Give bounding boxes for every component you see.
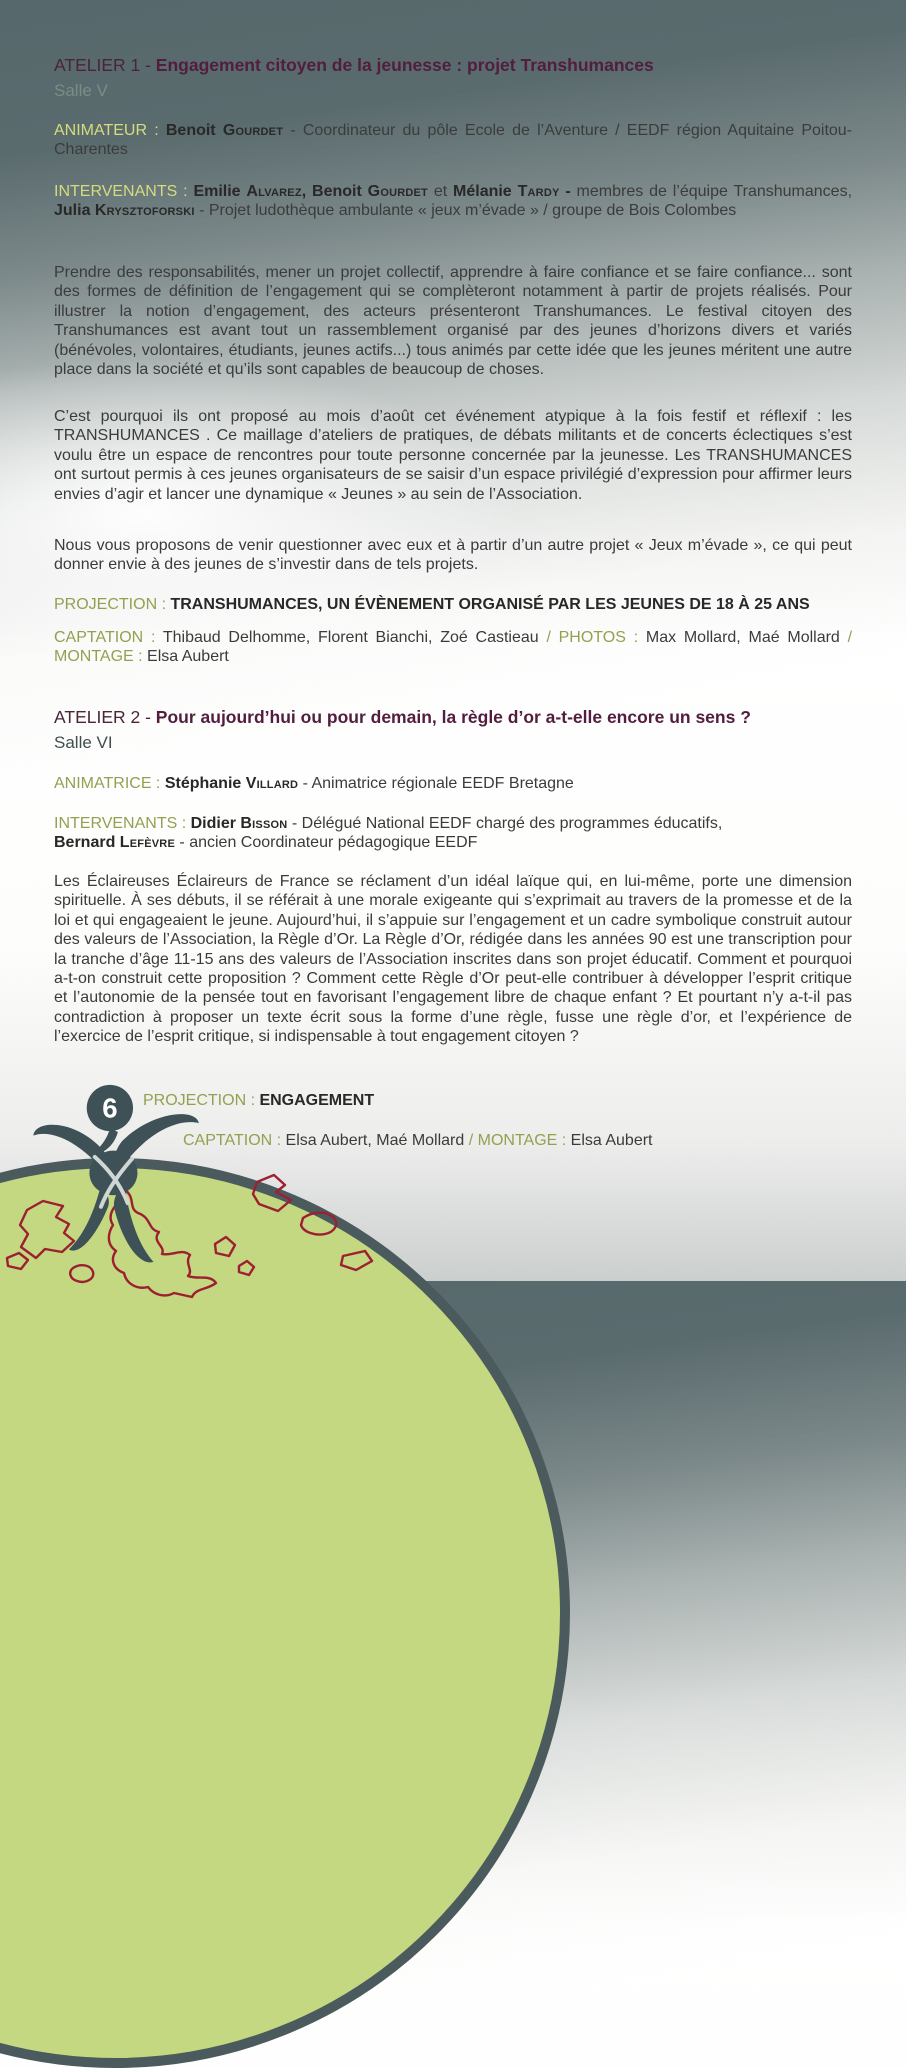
text-segment: / MONTAGE : [468,1132,571,1149]
text-segment: CAPTATION : [54,629,163,646]
atelier2-projection-line [143,1091,803,1110]
text-segment: Elsa Aubert [147,648,229,666]
text-segment: Villard [245,775,299,792]
text-segment: Stéphanie [164,775,246,792]
text-segment: Krysztoforski [94,202,195,220]
atelier1-room-label: Salle V [54,81,108,100]
text-segment: Bernard [54,834,120,852]
text-segment: / PHOTOS : [546,629,646,646]
globe-circle [0,1163,565,2063]
atelier1-paragraph-2: C’est pourquoi ils ont proposé au mois d’août cet événement atypique à la fois festif et réflexif : les TRANSHUMANCES . Ce maillage d’ateliers de pratiques, de débats militants et de concerts éclectiques s’est voulu être un espace de rencontres pour toute personne concernée par la jeunesse. Les TRANSHUMANCES ont surtout permis à ces jeunes organisateurs de se saisir d’un espace privilégié d’expression pour affirmer leurs envies d’agir et lancer une dynamique « Jeunes » au sein de l’Association. [54,408,852,503]
text-segment: Gourdet [367,183,428,200]
atelier1-paragraph-1: Prendre des responsabilités, mener un projet collectif, apprendre à faire confiance et se faire confiance... sont des formes de définition de l’engagement qui se complèteront notamment à partir de projets réalisés. Pour illustrer la notion d’engagement, des acteurs présenteront Transhumances. Le festival citoyen des Transhumances est avant tout un rassemblement organisé par des jeunes d’horizons divers et variés (bénévoles, volontaires, étudiants, jeunes actifs...) tous animés par cette idée que les jeunes méritent une autre place dans la société et qu’ils sont capables de beaucoup de choses. [54,264,852,379]
atelier1-heading [54,53,852,77]
text-segment: Elsa Aubert [570,1132,653,1149]
text-segment: Benoit [165,122,223,139]
atelier2-heading-title: Pour aujourd’hui ou pour demain, la règle d’or a-t-elle encore un sens ? [155,707,751,727]
atelier1-credits-line [54,628,852,667]
text-segment: - Animatrice régionale EEDF Bretagne [298,775,574,792]
text-segment: Alvarez [246,183,302,200]
text-segment: Lefèvre [119,834,175,852]
figure-right-leg [114,1185,154,1262]
atelier1-intervenants-line [54,182,852,221]
atelier2-paragraph: Les Éclaireuses Éclaireurs de France se réclament d’un idéal laïque qui, en lui-même, porte une dimension spirituelle. À ses débuts, il se référait à une morale exigeante qui s’exprimait au travers de la promesse et de la loi et qui engageaient le jeune. Aujourd’hui, il s’appuie sur l’engagement et un cadre symbolique construit autour des valeurs de l’Association, la Règle d’Or. La Règle d’Or, rédigée dans les années 90 est une transcription pour la tranche d’âge 11-15 ans des valeurs de l’Association inscrites dans son projet éducatif. Comment et pourquoi a-t-on construit cette proposition ? Comment cette Règle d’Or peut-elle contribuer à développer l’esprit critique et l’autonomie de la pensée tout en favorisant l’engagement libre de chaque enfant ? Et pourtant n’y a-t-il pas contradiction à proposer un texte écrit sous la forme d’une règle, fusse une règle d’or, et l’expérience de l’exercice de l’esprit critique, si indispensable à tout engagement citoyen ? [54,873,852,1046]
atelier2-heading [54,705,852,729]
text-segment: Bisson [240,815,288,832]
text-segment: - Projet ludothèque ambulante « jeux m’évade » / groupe de Bois Colombes [194,202,737,220]
atelier2-heading-prefix: ATELIER 2 - [54,707,156,727]
text-segment: ANIMATEUR : [54,122,166,139]
text-segment: PROJECTION : [54,596,171,613]
text-segment: membres de l’équipe Transhumances, [576,183,853,200]
text-segment: / MONTAGE : [54,629,853,666]
text-segment: INTERVENANTS : [54,815,191,832]
text-segment: Julia [54,202,95,220]
atelier2-credits-line [183,1131,823,1150]
text-segment: PROJECTION : [143,1092,260,1109]
text-segment: , [301,183,313,200]
figure-left-leg [69,1185,109,1250]
text-segment: Emilie [193,183,247,200]
atelier2-room-label: Salle VI [54,733,113,752]
text-segment: Gourdet [222,122,284,139]
text-segment: Mélanie [453,183,518,200]
text-segment: Elsa Aubert, Maé Mollard [285,1132,469,1149]
text-segment: - Délégué National EEDF chargé des programmes éducatifs, [287,815,723,832]
atelier1-heading-title: Engagement citoyen de la jeunesse : projet Transhumances [155,55,654,75]
text-segment: - ancien Coordinateur pédagogique EEDF [174,834,478,852]
text-segment: - Coordinateur du pôle Ecole de l’Aventure / EEDF région Aquitaine Poitou-Charentes [54,122,853,159]
atelier1-animateur-line [54,121,852,160]
text-segment: Tardy [517,183,560,200]
text-segment: ENGAGEMENT [259,1092,375,1109]
text-segment: Thibaud Delhomme, Florent Bianchi, Zoé Castieau [162,629,547,646]
text-segment: Didier [190,815,241,832]
text-segment: ANIMATRICE : [54,775,165,792]
text-segment: CAPTATION : [183,1132,286,1149]
atelier1-projection-line [54,595,852,614]
atelier2-intervenants-line [54,814,852,853]
page-number: 6 [102,1092,118,1124]
atelier1-paragraph-3: Nous vous proposons de venir questionner avec eux et à partir d’un autre projet « Jeux m’évade », ce qui peut donner envie à des jeunes de s’investir dans de tels projets. [54,537,852,574]
text-segment: Max Mollard, Maé Mollard [645,629,848,646]
atelier2-animatrice-line [54,774,852,793]
eedf-figure-logo [28,1082,206,1287]
text-segment: Benoit [312,183,368,200]
text-segment: INTERVENANTS : [54,183,194,200]
atelier1-heading-prefix: ATELIER 1 - [54,55,156,75]
text-segment: TRANSHUMANCES, UN ÉVÈNEMENT ORGANISÉ PAR LES JEUNES DE 18 À 25 ANS [170,596,810,613]
text-segment: - [559,183,577,200]
text-segment: et [427,183,454,200]
